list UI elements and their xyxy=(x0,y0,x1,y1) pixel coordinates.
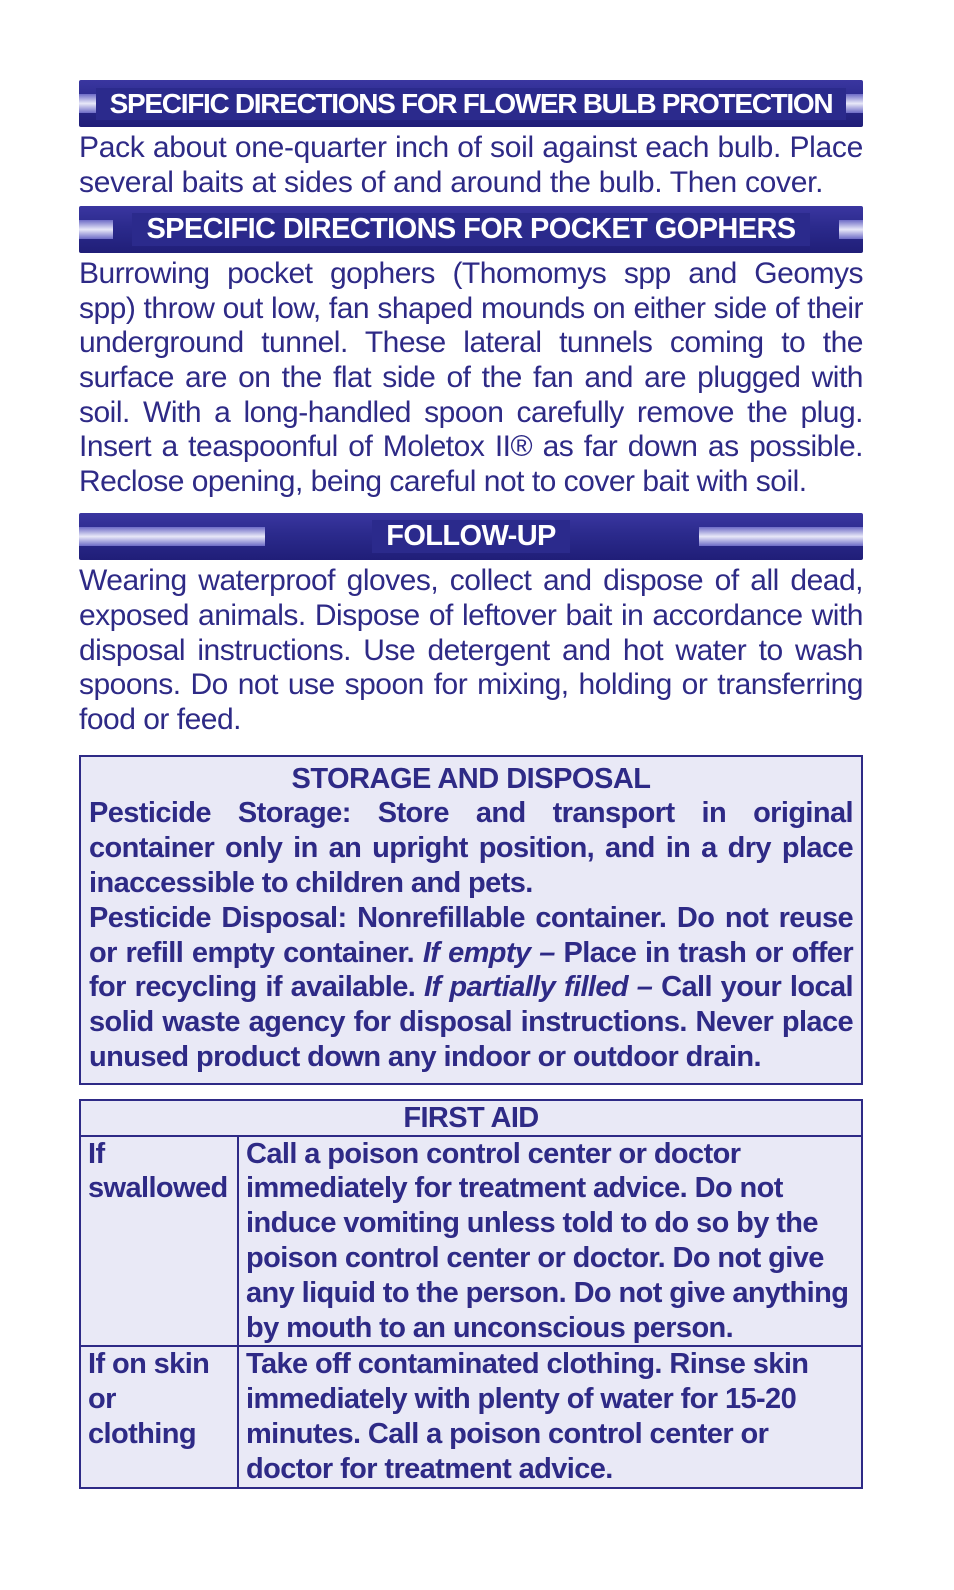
followup-heading: FOLLOW-UP xyxy=(372,520,570,553)
label-page xyxy=(79,80,863,1489)
first-aid-header-row xyxy=(80,1100,862,1136)
storage-disposal-title: STORAGE AND DISPOSAL xyxy=(291,763,651,796)
if-partially-filled-label: If partially filled – xyxy=(424,971,653,1004)
pesticide-storage-label: Pesticide Storage: xyxy=(89,797,351,830)
first-aid-title: FIRST AID xyxy=(80,1100,862,1136)
first-aid-row-swallowed xyxy=(80,1136,862,1347)
pesticide-storage-paragraph xyxy=(89,796,853,900)
bulb-heading: SPECIFIC DIRECTIONS FOR FLOWER BULB PROTECTION xyxy=(96,88,847,120)
followup-heading-banner xyxy=(79,513,863,560)
if-empty-label: If empty – xyxy=(422,936,555,969)
storage-disposal-box xyxy=(79,755,863,1084)
pesticide-disposal-paragraph xyxy=(89,901,853,1075)
first-aid-label-swallowed: If swallowed xyxy=(80,1136,238,1347)
bulb-heading-banner xyxy=(79,80,863,127)
first-aid-row-skin xyxy=(80,1346,862,1487)
if-empty-text: Place in trash or offer for recycling if available. xyxy=(89,936,854,1004)
gophers-directions: Burrowing pocket gophers (Thomomys spp and Geomys spp) throw out low, fan shaped mounds on either side of their underground tunnel. These lateral tunnels coming to the surface are on the flat side of the fan and are plugged with soil. With a long-handled spoon carefully remove the plug. Insert a teaspoonful of Moletox II® as far down as possible. Reclose opening, being careful not to cover bait with soil. xyxy=(79,257,863,498)
if-partially-filled-text: Call your local solid waste agency for disposal instructions. Never place unused product down any indoor or outdoor drain. xyxy=(89,971,853,1073)
gophers-heading-banner xyxy=(79,206,863,253)
first-aid-label-skin: If on skin or clothing xyxy=(80,1346,238,1487)
first-aid-text-skin: Take off contaminated clothing. Rinse skin immediately with plenty of water for 15-20 minutes. Call a poison control center or doctor for treatment advice. xyxy=(238,1346,862,1487)
pesticide-storage-text: Store and transport in original container only in an upright position, and in a dry place inaccessible to children and pets. xyxy=(89,797,853,899)
followup-directions: Wearing waterproof gloves, collect and dispose of all dead, exposed animals. Dispose of leftover bait in accordance with disposal instructions. Use detergent and hot water to wash spoons. Do not use spoon for mixing, holding or transferring food or feed. xyxy=(79,564,863,736)
first-aid-text-swallowed: Call a poison control center or doctor immediately for treatment advice. Do not induce vomiting unless told to do so by the poison control center or doctor. Do not give any liquid to the person. Do not give anything by mouth to an unconscious person. xyxy=(238,1136,862,1347)
bulb-directions: Pack about one-quarter inch of soil against each bulb. Place several baits at sides of and around the bulb. Then cover. xyxy=(79,131,863,199)
pesticide-disposal-text: Nonrefillable container. Do not reuse or refill empty container. xyxy=(89,901,854,969)
gophers-heading: SPECIFIC DIRECTIONS FOR POCKET GOPHERS xyxy=(132,213,809,246)
pesticide-disposal-label: Pesticide Disposal: xyxy=(89,901,347,934)
first-aid-table xyxy=(79,1099,863,1489)
